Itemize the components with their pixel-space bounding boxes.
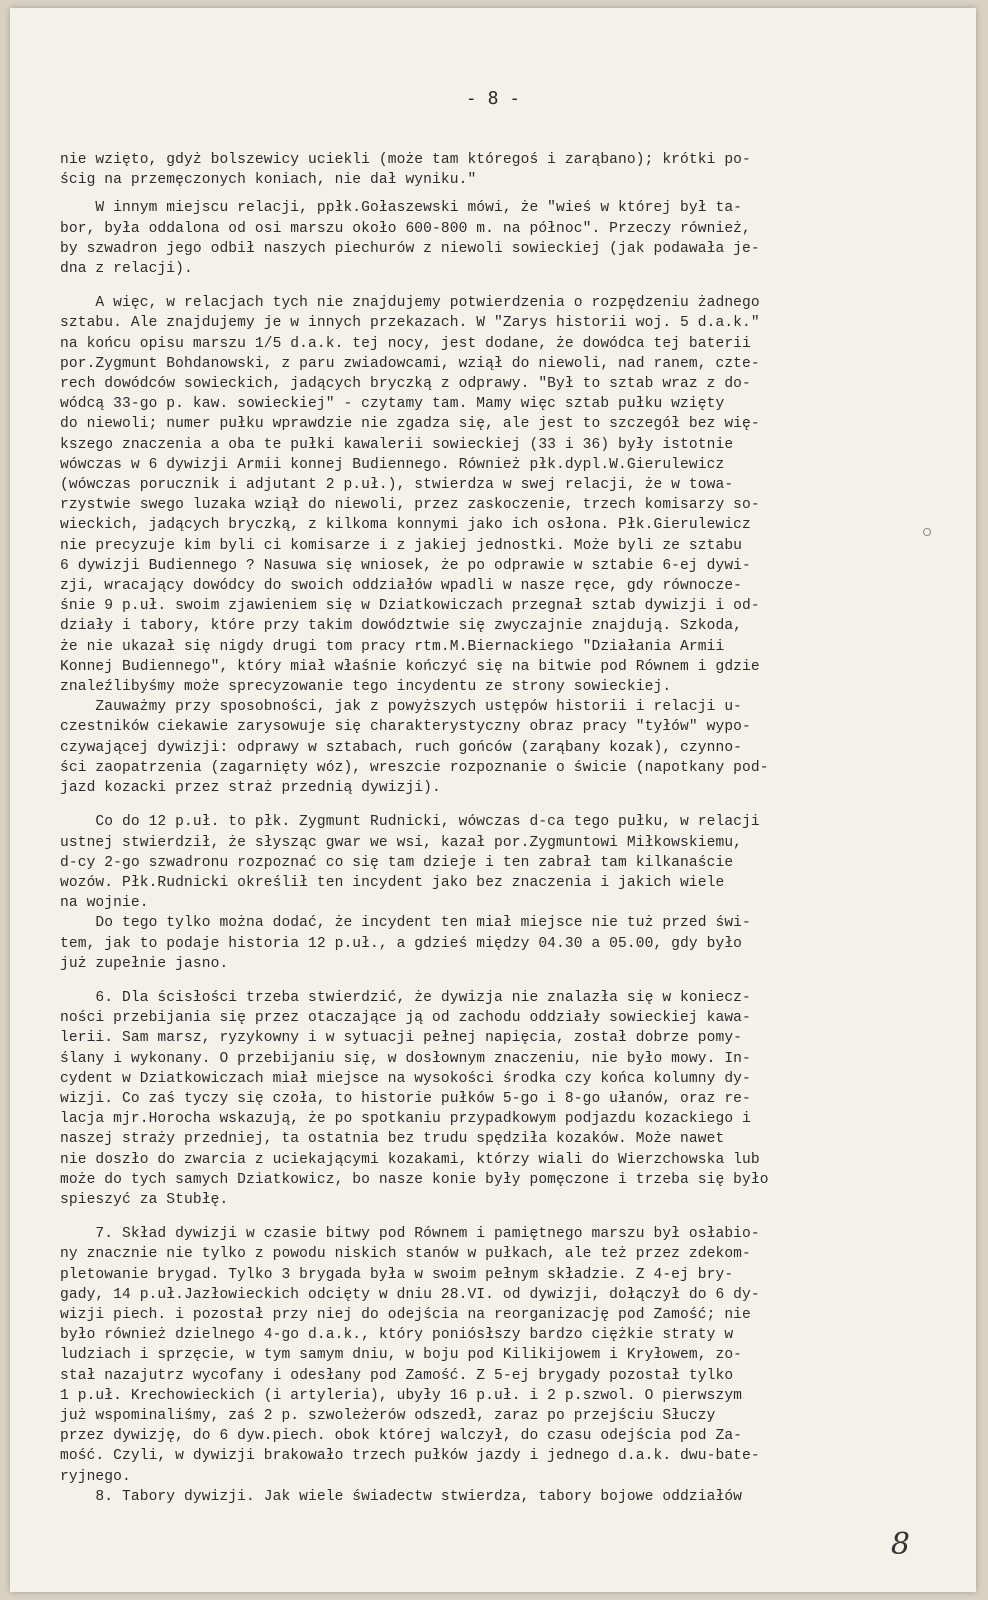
text-line: lacja mjr.Horocha wskazują, że po spotkaniu przypadkowym podjazdu kozackiego i xyxy=(60,1111,751,1128)
text-line: działy i tabory, które przy takim dowództwie się zwyczajnie znajdują. Szkoda, xyxy=(60,618,743,635)
text-line: wizji. Co zaś tyczy się czoła, to historie pułków 5-go i 8-go ułanów, oraz re- xyxy=(60,1090,751,1107)
text-line: nie precyzuje kim byli ci komisarze i z jakiej jednostki. Może byli ze sztabu xyxy=(60,537,743,554)
text-line: jazd kozacki przez straż przednią dywizji). xyxy=(60,780,441,797)
text-line: do niewoli; numer pułku wprawdzie nie zgadza się, ale jest to szczegół bez wię- xyxy=(60,416,760,433)
text-line: było również dzielnego 4-go d.a.k., który poniósłszy bardzo ciężkie straty w xyxy=(60,1327,734,1344)
text-line: 8. Tabory dywizji. Jak wiele świadectw stwierdza, tabory bojowe oddziałów xyxy=(60,1488,743,1505)
text-line: tem, jak to podaje historia 12 p.uł., a gdzieś między 04.30 a 05.00, gdy było xyxy=(60,935,743,952)
text-line: mość. Czyli, w dywizji brakowało trzech pułków jazdy i jednego d.a.k. dwu-bate- xyxy=(60,1448,760,1465)
paragraph-1 xyxy=(60,150,866,190)
handwritten-page-number: 8 xyxy=(890,1527,910,1562)
document-body xyxy=(60,150,866,1507)
text-line: nie wzięto, gdyż bolszewicy uciekli (może tam któregoś i zarąbano); krótki po- xyxy=(60,152,751,168)
paragraph-6 xyxy=(60,913,866,974)
text-line: czestników ciekawie zarysowuje się charakterystyczny obraz pracy "tyłów" wypo- xyxy=(60,719,751,736)
text-line: stał nazajutrz wycofany i odesłany pod Zamość. Z 5-ej brygady pozostał tylko xyxy=(60,1367,734,1384)
text-line: por.Zygmunt Bohdanowski, z paru zwiadowcami, wziął do niewoli, nad ranem, czte- xyxy=(60,355,760,372)
text-line: wozów. Płk.Rudnicki określił ten incydent jako bez znaczenia i jakich wiele xyxy=(60,874,725,891)
text-line: rzystwie swego luzaka wziął do niewoli, przez zaskoczenie, trzech komisarzy so- xyxy=(60,497,760,514)
text-line: czywającej dywizji: odprawy w sztabach, ruch gońców (zarąbany kozak), czynno- xyxy=(60,739,743,756)
text-line: 6. Dla ścisłości trzeba stwierdzić, że dywizja nie znalazła się w koniecz- xyxy=(60,989,751,1006)
text-line: naszej straży przedniej, ta ostatnia bez trudu spędziła kozaków. Może nawet xyxy=(60,1131,725,1148)
paragraph-3 xyxy=(60,293,866,697)
text-line: dna z relacji). xyxy=(60,261,193,278)
text-line: A więc, w relacjach tych nie znajdujemy potwierdzenia o rozpędzeniu żadnego xyxy=(60,295,760,312)
text-line: wówczas w 6 dywizji Armii konnej Budiennego. Również płk.dypl.W.Gierulewicz xyxy=(60,456,725,473)
paragraph-4 xyxy=(60,697,866,798)
text-line: gady, 14 p.uł.Jazłowieckich odcięty w dniu 28.VI. od dywizji, dołączył do 6 dy- xyxy=(60,1286,760,1303)
document-page xyxy=(10,8,976,1592)
text-line: Co do 12 p.uł. to płk. Zygmunt Rudnicki, wówczas d-ca tego pułku, w relacji xyxy=(60,814,760,831)
text-line: W innym miejscu relacji, ppłk.Gołaszewski mówi, że "wieś w której był ta- xyxy=(60,200,743,217)
text-line: 1 p.uł. Krechowieckich (i artyleria), ubyły 16 p.uł. i 2 p.szwol. O pierwszym xyxy=(60,1387,743,1404)
text-line: bor, była oddalona od osi marszu około 600-800 m. na północ". Przeczy również, xyxy=(60,220,751,237)
text-line: spieszyć za Stubłę. xyxy=(60,1191,229,1208)
text-line: na wojnie. xyxy=(60,895,149,912)
stray-mark xyxy=(923,528,931,536)
text-line: sztabu. Ale znajdujemy je w innych przekazach. W "Zarys historii woj. 5 d.a.k." xyxy=(60,315,760,332)
text-line: pletowanie brygad. Tylko 3 brygada była w swoim pełnym składzie. Z 4-ej bry- xyxy=(60,1266,734,1283)
text-line: na końcu opisu marszu 1/5 d.a.k. tej nocy, jest dodane, że dowódca tej baterii xyxy=(60,335,751,352)
text-line: śnie 9 p.uł. swoim zjawieniem się w Dziatkowiczach przegnał sztab dywizji i od- xyxy=(60,598,760,615)
text-line: lerii. Sam marsz, ryzykowny i w sytuacji pełnej napięcia, został dobrze pomy- xyxy=(60,1030,743,1047)
paragraph-2 xyxy=(60,198,866,279)
text-line: już wspominaliśmy, zaś 2 p. szwoleżerów odszedł, zaraz po przejściu Słuczy xyxy=(60,1407,716,1424)
text-line: d-cy 2-go szwadronu rozpoznać co się tam dzieje i ten zabrał tam kilkanaście xyxy=(60,854,734,871)
paragraph-8 xyxy=(60,1224,866,1487)
text-line: (wówczas porucznik i adjutant 2 p.uł.), stwierdza w swej relacji, że w towa- xyxy=(60,477,734,494)
paragraph-5 xyxy=(60,812,866,913)
text-line: może do tych samych Dziatkowicz, bo nasze konie były pomęczone i trzeba się było xyxy=(60,1171,769,1188)
text-line: znaleźlibyśmy może sprecyzowanie tego incydentu ze strony sowieckiej. xyxy=(60,679,672,696)
text-line: by szwadron jego odbił naszych piechurów z niewoli sowieckiej (jak podawała je- xyxy=(60,240,760,257)
text-line: 7. Skład dywizji w czasie bitwy pod Równem i pamiętnego marszu był osłabio- xyxy=(60,1226,760,1243)
text-line: Konnej Budiennego", który miał właśnie kończyć się na bitwie pod Równem i gdzie xyxy=(60,658,760,675)
text-line: ludziach i sprzęcie, w tym samym dniu, w boju pod Kilikijowem i Kryłowem, zo- xyxy=(60,1347,743,1364)
text-line: Do tego tylko można dodać, że incydent ten miał miejsce nie tuż przed świ- xyxy=(60,915,751,932)
text-line: ności przebijania się przez otaczające ją od zachodu oddziały sowieckiej kawa- xyxy=(60,1010,751,1027)
text-line: ścig na przemęczonych koniach, nie dał wyniku." xyxy=(60,172,477,189)
text-line: Zauważmy przy sposobności, jak z powyższych ustępów historii i relacji u- xyxy=(60,699,743,716)
text-line: wieckich, jadących bryczką, z kilkoma konnymi jako ich osłona. Płk.Gierulewicz xyxy=(60,517,751,534)
paragraph-9 xyxy=(60,1487,866,1507)
text-line: nie doszło do zwarcia z uciekającymi kozakami, którzy wiali do Wierzchowska lub xyxy=(60,1151,760,1168)
text-line: przez dywizję, do 6 dyw.piech. obok której walczył, do czasu odejścia pod Za- xyxy=(60,1428,743,1445)
text-line: ści zaopatrzenia (zagarnięty wóz), wreszcie rozpoznanie o świcie (napotkany pod- xyxy=(60,759,769,776)
text-line: wizji piech. i pozostał przy niej do odejścia na reorganizację pod Zamość; nie xyxy=(60,1306,751,1323)
text-line: zji, wracający dowódcy do swoich oddziałów wpadli w nasze ręce, gdy równocze- xyxy=(60,578,743,595)
text-line: cydent w Dziatkowiczach miał miejsce na wysokości środka czy końca kolumny dy- xyxy=(60,1070,751,1087)
text-line: ny znacznie nie tylko z powodu niskich stanów w pułkach, ale też przez zdekom- xyxy=(60,1246,751,1263)
text-line: ślany i wykonany. O przebijaniu się, w dosłownym znaczeniu, nie było mowy. In- xyxy=(60,1050,751,1067)
text-line: że nie ukazał się nigdy drugi tom pracy rtm.M.Biernackiego "Działania Armii xyxy=(60,638,725,655)
text-line: 6 dywizji Budiennego ? Nasuwa się wniosek, że po odprawie w sztabie 6-ej dywi- xyxy=(60,557,751,574)
text-line: już zupełnie jasno. xyxy=(60,955,229,972)
text-line: kszego znaczenia a oba te pułki kawalerii sowieckiej (33 i 36) były istotnie xyxy=(60,436,734,453)
text-line: ryjnego. xyxy=(60,1468,131,1485)
paragraph-7 xyxy=(60,988,866,1210)
text-line: rech dowódców sowieckich, jadących bryczką z odprawy. "Był to sztab wraz z do- xyxy=(60,376,751,393)
page-number: - 8 - xyxy=(465,88,521,109)
text-line: ustnej stwierdził, że słysząc gwar we wsi, kazał por.Zygmuntowi Miłkowskiemu, xyxy=(60,834,743,851)
text-line: wódcą 33-go p. kaw. sowieckiej" - czytamy tam. Mamy więc sztab pułku wzięty xyxy=(60,396,725,413)
